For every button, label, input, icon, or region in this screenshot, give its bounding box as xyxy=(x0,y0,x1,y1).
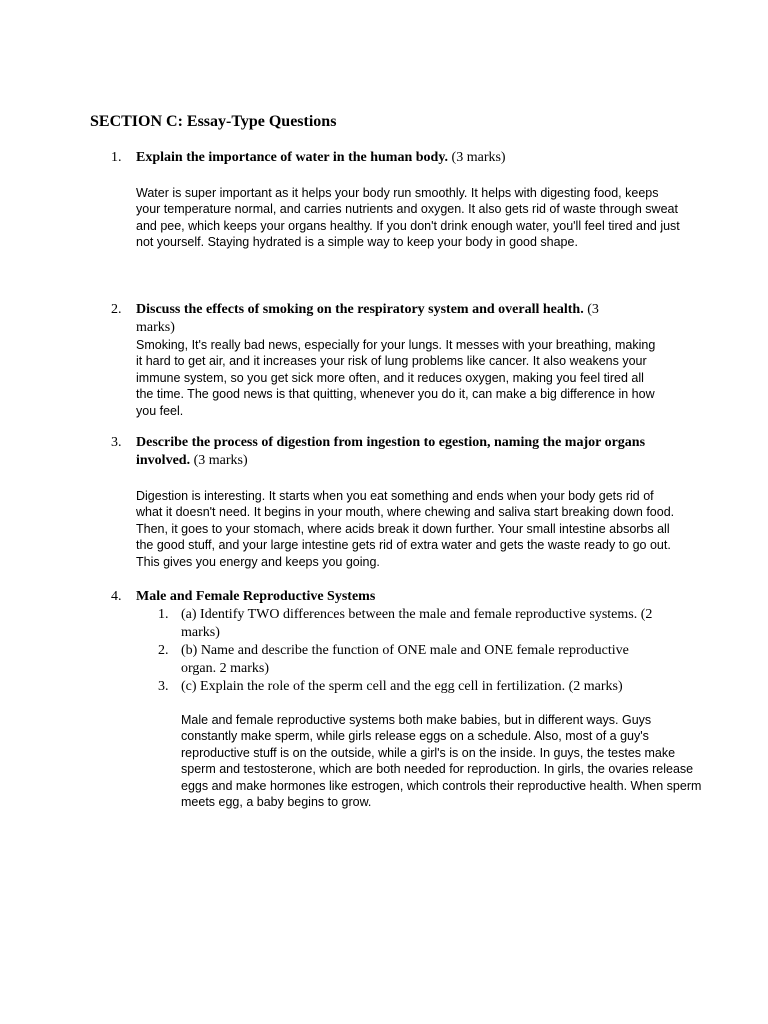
section-title: SECTION C: Essay-Type Questions xyxy=(90,113,337,130)
question-prompt xyxy=(136,434,646,470)
question-marks: (3 marks) xyxy=(190,453,248,468)
question-prompt-text: Explain the importance of water in the human body. xyxy=(136,150,449,165)
question-number: 3. xyxy=(111,435,122,450)
question-number: 4. xyxy=(111,589,122,604)
answer-text: Smoking, It's really bad news, especially for your lungs. It messes with your breathing, making it hard to get air, and it increases your risk of lung problems like cancer. It also weakens your immune system, so you get sick more often, and it reduces oxygen, making you feel tired all the time. The good news is that quitting, whenever you do it, can make a big difference in how you feel. xyxy=(136,338,656,418)
question-prompt xyxy=(136,301,636,337)
question-marks: (3 marks) xyxy=(448,150,506,165)
question-number: 1. xyxy=(111,150,122,165)
answer-text: Male and female reproductive systems both make babies, but in different ways. Guys constantly make sperm, while girls release eggs on a schedule. Also, most of a guy's reproductive stuff is on the outside, while a girl's is on the inside. In guys, the testes make sperm and testosterone, which are both needed for reproduction. In girls, the ovaries release eggs and make hormones like estrogen, which controls their reproductive health. When sperm meets egg, a baby begins to grow. xyxy=(181,713,702,810)
answer-text: Digestion is interesting. It starts when you eat something and ends when your body gets rid of what it doesn't need. It begins in your mouth, where chewing and saliva start breaking down food. Then, it goes to your stomach, where acids break it down further. Your small intestine absorbs all the good stuff, and your large intestine gets rid of extra water and gets the waste ready to go out. This gives you energy and keeps you going. xyxy=(136,489,675,569)
question-marks: (3 marks) xyxy=(136,302,599,335)
subquestion-number: 2. xyxy=(158,643,169,658)
question-prompt-text: Male and Female Reproductive Systems xyxy=(136,589,376,604)
subquestion-text: (a) Identify TWO differences between the male and female reproductive systems. (2 marks) xyxy=(181,607,653,640)
question-prompt-text: Describe the process of digestion from ingestion to egestion, naming the major organs involved. xyxy=(136,435,646,468)
subquestion-number: 1. xyxy=(158,607,169,622)
question-prompt xyxy=(136,588,656,606)
question-number: 2. xyxy=(111,302,122,317)
subquestion-number: 3. xyxy=(158,679,169,694)
answer-text: Water is super important as it helps your body run smoothly. It helps with digesting food, keeps your temperature normal, and carries nutrients and oxygen. It also gets rid of waste through sweat and pee, which keeps your organs healthy. If you don't drink enough water, you'll feel tired and just not yourself. Staying hydrated is a simple way to keep your body in good shape. xyxy=(136,186,680,250)
subquestion-text: (b) Name and describe the function of ONE male and ONE female reproductive organ. 2 marks) xyxy=(181,643,629,676)
question-prompt xyxy=(136,149,656,167)
question-prompt-text: Discuss the effects of smoking on the respiratory system and overall health. xyxy=(136,302,584,317)
subquestion-text: (c) Explain the role of the sperm cell and the egg cell in fertilization. (2 marks) xyxy=(181,679,623,694)
